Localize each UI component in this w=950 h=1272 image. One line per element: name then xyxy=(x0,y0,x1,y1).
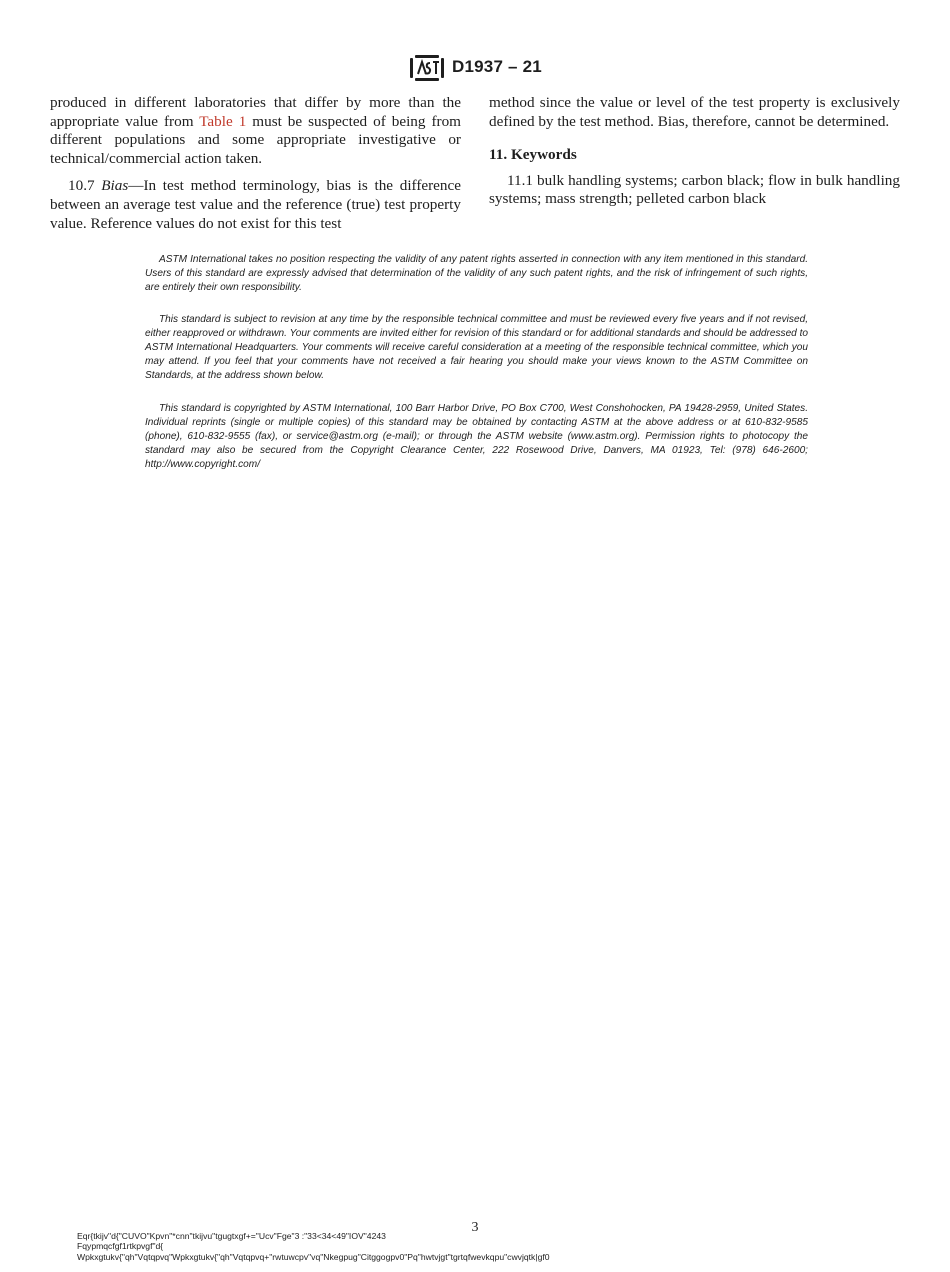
bias-term: Bias xyxy=(101,177,129,195)
patent-notice: ASTM International takes no position respecting the validity of any patent rights asserted in connection with any item mentioned in this standard. Users of this standard are expressly advised that determination of the validity of any such patent rights, and the risk of infringement of such rights, are entirely their own responsibility. xyxy=(145,254,808,293)
astm-logo-icon xyxy=(408,52,446,84)
clause-number: 10.7 xyxy=(68,177,102,195)
paragraph-bias-continued: method since the value or level of the test property is exclusively defined by the test method. Bias, therefore, cannot be determined. xyxy=(489,94,900,130)
section-heading-keywords: 11. Keywords xyxy=(489,146,577,164)
page-header xyxy=(0,52,950,84)
footer-line: Fqypmqcfgf1rtkpvgf"d{ xyxy=(77,1241,164,1252)
right-column xyxy=(489,94,900,209)
table-1-link[interactable]: Table 1 xyxy=(199,112,247,130)
paragraph-text: produced in different laboratories that differ by more than the appropriate value from xyxy=(50,94,461,130)
copyright-notice: This standard is copyrighted by ASTM International, 100 Barr Harbor Drive, PO Box C700, West Conshohocken, PA 19428-2959, United States. Individual reprints (single or multiple copies) of this standard may be obtained by contacting ASTM at the above address or at 610-832-9585 (phone), 610-832-9555 (fax), or service@astm.org (e-mail); or through the ASTM website (www.astm.org). Permission rights to photocopy the standard may also be secured from the Copyright Clearance Center, 222 Rosewood Drive, Danvers, MA 01923, Tel: (978) 646-2600; http://www.copyright.com/ xyxy=(145,403,808,470)
footer-line: Eqr{tkijv"d{"CUVO"Kpvn"*cnn"tkijvu"tgugtxgf+="Ucv"Fge"3 :"33<34<49"IOV"4243 xyxy=(77,1231,386,1241)
paragraph-text: —In test method terminology, bias is the difference between an average test value and the reference (true) test property value. Reference values do not exist for this test xyxy=(50,177,462,232)
paragraph-text: must be suspected of being from different populations and some appropriate investigative or technical/commercial action taken. xyxy=(50,112,461,167)
page-number: 3 xyxy=(471,1220,479,1235)
revision-notice: This standard is subject to revision at any time by the responsible technical committee and must be reviewed every five years and if not revised, either reapproved or withdrawn. Your comments are invited either for revision of this standard or for additional standards and should be addressed to ASTM International Headquarters. Your comments will receive careful consideration at a meeting of the responsible technical committee, which you may attend. If you feel that your comments have not received a fair hearing you should make your views known to the ASTM Committee on Standards, at the address shown below. xyxy=(145,314,809,381)
left-column xyxy=(50,94,461,233)
license-footer xyxy=(77,1231,550,1262)
footer-line: Wpkxgtukv{"qh"Vqtqpvq"Wpkxgtukv{"qh"Vqtqpvq+"rwtuwcpv"vq"Nkegpug"Citggogpv0"Pq"hwtvjgt"tgrtqfwevkqpu"cwvjqtk|gf0 xyxy=(77,1251,550,1262)
document-designation: D1937 – 21 xyxy=(452,57,542,76)
paragraph-bias xyxy=(50,177,461,233)
paragraph-keywords: 11.1 bulk handling systems; carbon black; flow in bulk handling systems; mass strength; pelleted carbon black xyxy=(489,171,900,208)
paragraph-precision-continued xyxy=(50,94,461,168)
